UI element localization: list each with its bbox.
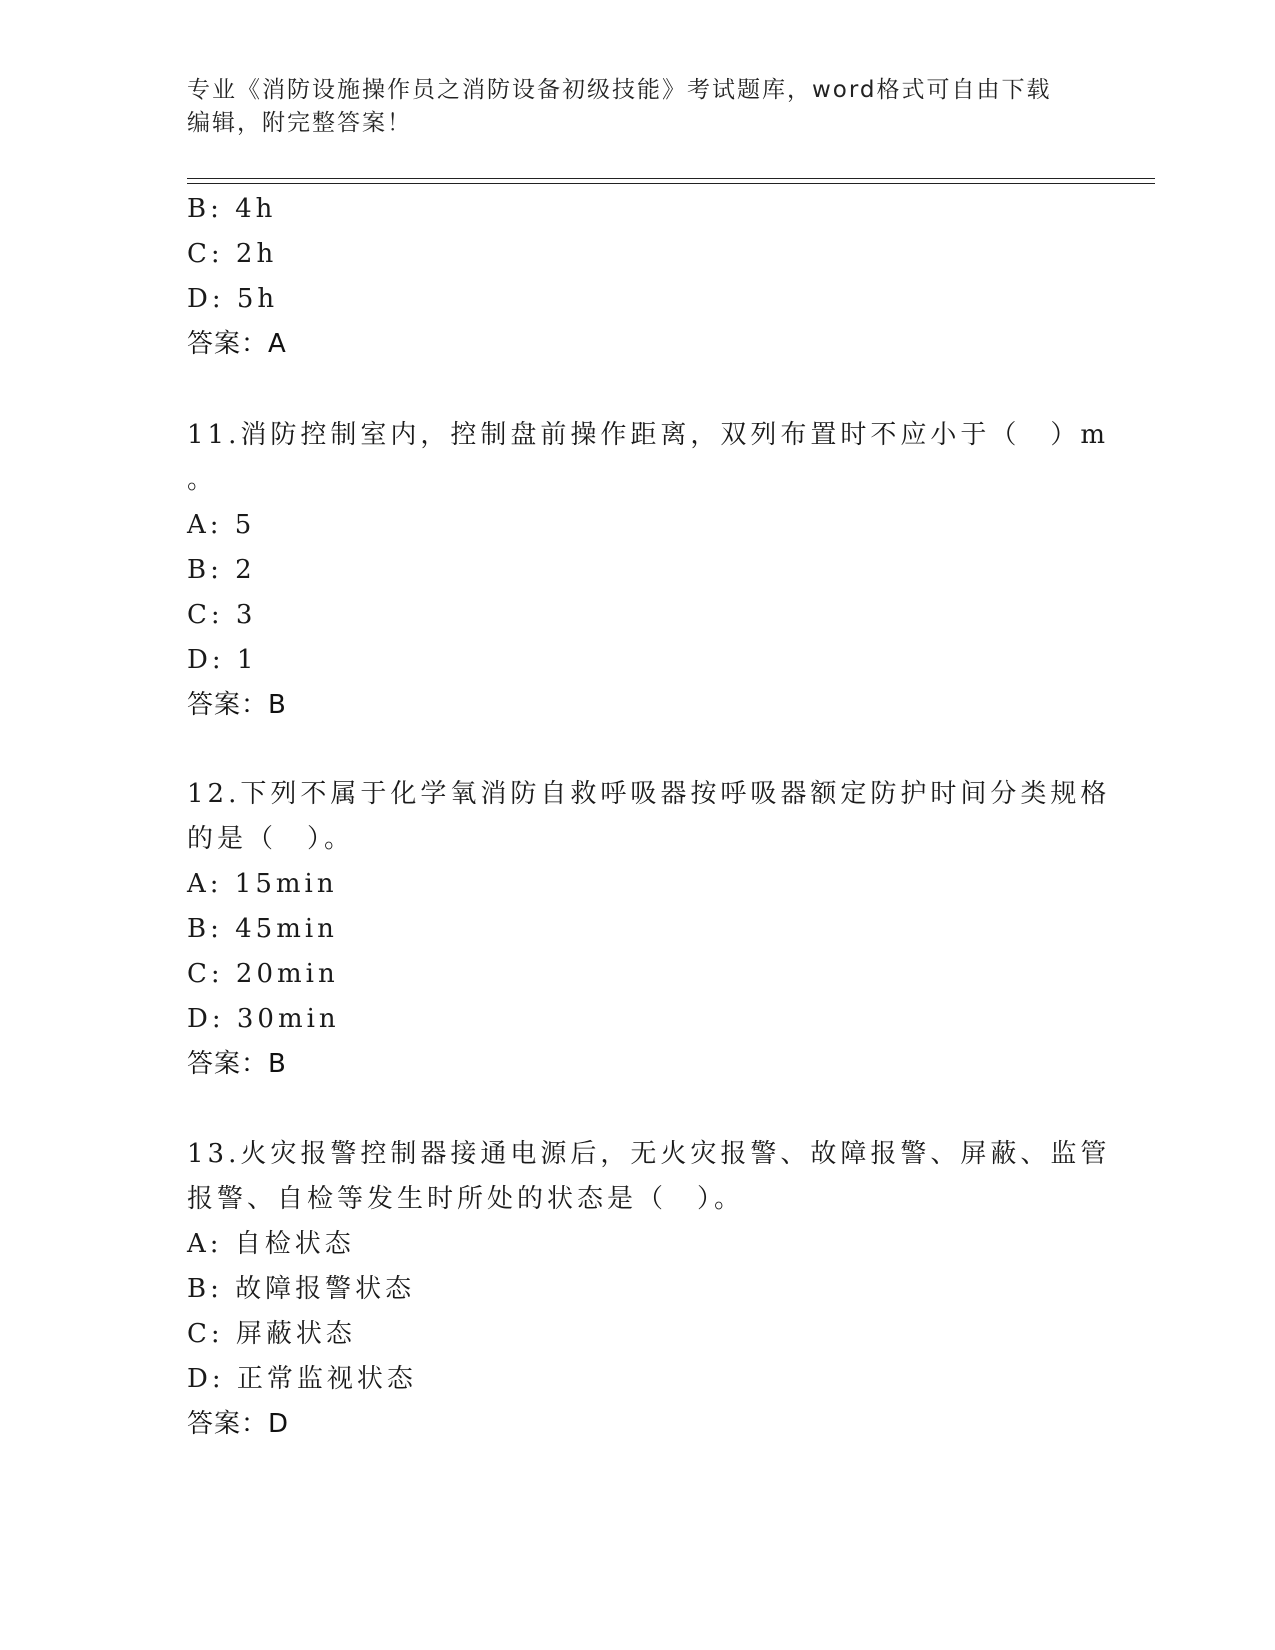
q13-option-d: D: 正常监视状态 bbox=[187, 1364, 417, 1394]
q12-option-c: C: 20min bbox=[187, 959, 339, 989]
q11-answer: 答案：B bbox=[187, 690, 287, 720]
q13-option-a: A: 自检状态 bbox=[187, 1229, 355, 1259]
q13-option-b: B: 故障报警状态 bbox=[187, 1274, 416, 1304]
prev-option-c: C: 2h bbox=[187, 239, 278, 269]
q11-option-b: B: 2 bbox=[187, 555, 256, 585]
q11-option-c: C: 3 bbox=[187, 600, 257, 630]
q12-option-d: D: 30min bbox=[187, 1004, 340, 1034]
q11-text-line2: 。 bbox=[187, 465, 218, 495]
header-rule-bottom bbox=[187, 183, 1155, 184]
q13-answer: 答案：D bbox=[187, 1409, 290, 1439]
q13-text-line1: 13.火灾报警控制器接通电源后，无火灾报警、故障报警、屏蔽、监管 bbox=[187, 1139, 1111, 1169]
q11-option-a: A: 5 bbox=[187, 510, 256, 540]
q13-option-c: C: 屏蔽状态 bbox=[187, 1319, 356, 1349]
q11-option-d: D: 1 bbox=[187, 645, 258, 675]
q12-text-line1: 12.下列不属于化学氧消防自救呼吸器按呼吸器额定防护时间分类规格 bbox=[187, 779, 1111, 809]
prev-answer: 答案：A bbox=[187, 329, 287, 359]
q12-option-a: A: 15min bbox=[187, 869, 338, 899]
q12-option-b: B: 45min bbox=[187, 914, 338, 944]
page-header: 专业《消防设施操作员之消防设备初级技能》考试题库，word格式可自由下载编辑，附完整答案！ bbox=[187, 77, 1052, 136]
q13-text-line2: 报警、自检等发生时所处的状态是（ ）。 bbox=[187, 1184, 745, 1214]
q11-text-line1: 11.消防控制室内，控制盘前操作距离，双列布置时不应小于（ ）m bbox=[187, 420, 1110, 450]
q12-answer: 答案：B bbox=[187, 1049, 287, 1079]
header-rule-top bbox=[187, 178, 1155, 179]
prev-option-b: B: 4h bbox=[187, 194, 277, 224]
prev-option-d: D: 5h bbox=[187, 284, 279, 314]
q12-text-line2: 的是（ ）。 bbox=[187, 824, 355, 854]
